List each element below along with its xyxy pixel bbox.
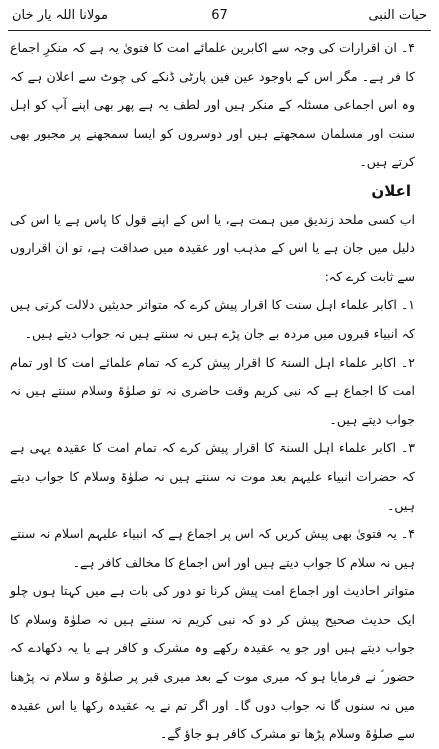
list-item-1: ۱۔ اکابر علماء اہل سنت کا اقرار پیش کرے کہ متواتر حدیثیں دلالت کرتی ہیں کہ انبیاء قبروں میں مردہ بے جان پڑے ہیں نہ سنتے ہیں نہ جواب دیتے ہیں۔ <box>10 297 415 341</box>
page-body <box>10 34 429 742</box>
page-header <box>8 4 431 31</box>
author-name: مولانا اللہ یار خان <box>12 8 108 23</box>
list-item-3: ۳۔ اکابر علماء اہل السنۃ کا اقرار پیش کرے کہ تمام امت کا عقیدہ یہی ہے کہ حضرات انبیاء علیہم بعد موت نہ سنتے ہیں نہ صلوٰۃ وسلام کا جواب دیتے ہیں۔ <box>10 440 415 513</box>
paragraph-closing: متواتر احادیث اور اجماع امت پیش کرنا تو دور کی بات ہے میں کہتا ہوں چلو ایک حدیث صحیح پیش کر دو کہ نبی کریم نہ سنتے ہیں نہ صلوٰۃ وسلام کا جواب دیتے ہیں اور جو یہ عقیدہ رکھے وہ مشرک و کافر ہے یا یہ دکھادے کہ حضور ؐ نے فرمایا ہو کہ میری موت کے بعد میری قبر پر صلوٰۃ و سلام نہ پڑھنا میں نہ سنوں گا نہ جواب دوں گا۔ اور اگر تم نے یہ عقیدہ رکھا یا اس عقیدہ سے صلوٰۃ وسلام پڑھا تو مشرک کافر ہو جاؤ گے۔ <box>10 583 415 742</box>
book-title: حیات النبی <box>368 8 427 23</box>
section-heading: اعلان <box>371 181 411 200</box>
list-item-4: ۴۔ یہ فتویٰ بھی پیش کریں کہ اس پر اجماع ہے کہ انبیاء علیہم اسلام نہ سنتے ہیں نہ سلام کا جواب دیتے ہیں اور اس اجماع کا مخالف کافر ہے۔ <box>10 526 415 570</box>
paragraph-fatwa: ۴۔ ان اقرارات کی وجہ سے اکابرین علمائے امت کا فتویٰ یہ ہے کہ منکرِ اجماع کا فر ہے۔ مگر اس کے باوجود عین فین پارٹی ڈنکے کی چوٹ سے اعلان ہے کہ وہ اس اجماعی مسئلہ کے منکر ہیں اور لطف یہ ہے پھر بھی اپنے آپ کو اہل سنت اور مسلمان سمجھتے ہیں اور دوسروں کو ایسا سمجھنے پر مجبور بھی کرتے ہیں۔ <box>10 40 415 170</box>
paragraph-challenge: اب کسی ملحد زندیق میں ہمت ہے، یا اس کے اپنے قول کا پاس ہے یا اس کی دلیل میں جان ہے یا اس کے مذہب اور عقیدہ میں صداقت ہے، تو ان اقراروں سے ثابت کرے کہ: <box>10 211 415 284</box>
list-item-2: ۲۔ اکابر علماء اہل السنۃ کا اقرار پیش کرے کہ تمام علمائے امت کا اور تمام امت کا اجماع ہے کہ نبی کریم وقت حاضری نہ تو صلوٰۃ وسلام سنتے ہیں نہ جواب دیتے ہیں۔ <box>10 354 415 427</box>
page-number: 67 <box>211 8 228 23</box>
